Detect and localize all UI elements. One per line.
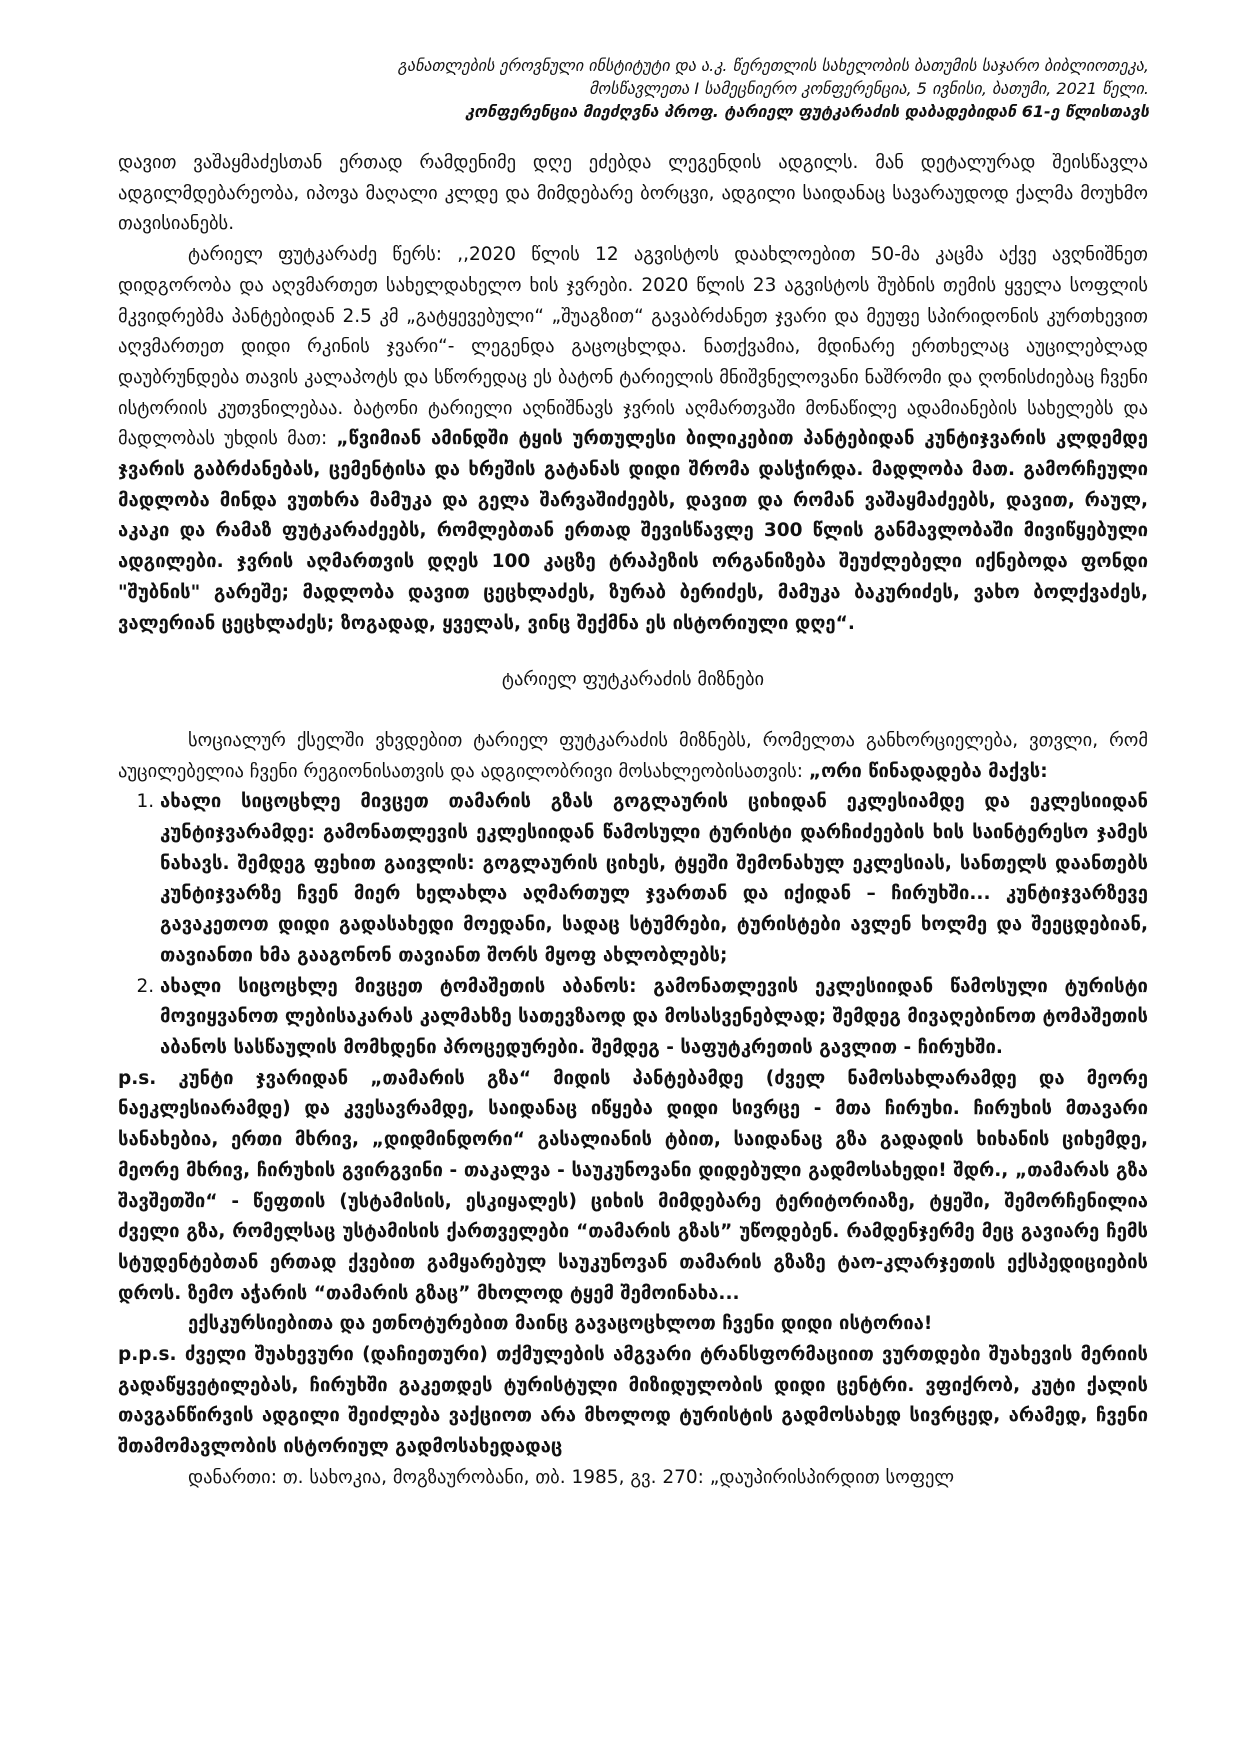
section-title-goals: ტარიელ ფუტკარაძის მიზნები: [501, 669, 765, 691]
proposal-item-tomasheti-bath: [160, 972, 1148, 1064]
header-line-institutions: განათლების ეროვნული ინსტიტუტი და ა.კ. წერეთლის სახელობის ბათუმის საჯარო ბიბლიოთეკა,: [397, 56, 1149, 75]
page-header: [149, 54, 1149, 123]
quote-bold-text: „წვიმიან ამინდში ტყის ურთულესი ბილიკებით პანტებიდან კუნტიჯვარის კლდემდე ჯვარის გაბრძანებას, ცემენტისა და ხრეშის გატანას დიდი შრომა დასჭირდა.: [118, 428, 1148, 481]
proposal-item-tamar-road: [160, 787, 1148, 971]
header-line-dedication: კონფერენცია მიეძღვნა პროფ. ტარიელ ფუტკარაძის დაბადებიდან 61-ე წლისთავს: [465, 102, 1149, 121]
header-line-conference: მოსწავლეთა I სამეცნიერო კონფერენცია, 5 ივნისი, ბათუმი, 2021 წელი.: [589, 79, 1149, 98]
document-body: [118, 148, 1148, 1494]
goals-intro-text: სოციალურ ქსელში ვხვდებით ტარიელ ფუტკარაძის მიზნებს, რომელთა განხორციელება, ვთვლი, რომ აუცილებელია ჩვენი რეგიონისათვის და ადგილობრივი მოსახლეობისათვის:: [118, 729, 1148, 782]
proposal-list: [118, 787, 1148, 1063]
proposal-item-text: ახალი სიცოცხლე მივცეთ თამარის გზას გოგლაურის ციხიდან ეკლესიამდე და ეკლესიიდან კუნტიჯვარამდე: გამონათლევის ეკლესიიდან წამოსული ტურისტი დარჩიძეების ხის საინტერესო ჯამეს ნახავს. შემდეგ ფეხით გაივლის: გოგლაურის ციხეს, ტყეში შემონახულ ეკლესიას, სანთელს დაანთებს კუნტიჯვარზე ჩვენ მიერ ხელახლა აღმართულ ჯვართან და იქიდან – ჩირუხში... კუნტიჯვარზევე გავაკეთოთ დიდი გადასახედი მოედანი, სადაც სტუმრები, ტურისტები ავლენ ხოლმე და შეეცდებიან, თავიანთი ხმა გააგონონ თავიანთ შორს მყოფ ახლობლებს;: [160, 791, 1148, 966]
paragraph-goals-intro: [118, 726, 1148, 787]
goals-intro-bold: „ორი წინადადება მაქვს:: [808, 760, 1048, 782]
quote-thanks-text: მადლობა მათ. გამორჩეული მადლობა მინდა ვუთხრა მამუკა და გელა შარვაშიძეებს, დავით და რომან ვაშაყმაძეებს, დავით, რაულ, აკაკი და რამაზ ფუტკარაძეებს, რომლებთან ერთად შევისწავლე 300 წლის განმავლობაში მივიწყებული ადგილები. ჯვრის აღმართვის დღეს 100 კაცზე ტრაპეზის ორგანიზება შეუძლებელი იქნებოდა ფონდი "შუბნის" გარეშე; მადლობა დავით ცეცხლაძეს, ზურაბ ბერიძეს, მამუკა ბაკურიძეს, ვახო ბოლქვაძეს, ვალერიან ცეცხლაძეს; ზოგადად, ყველას, ვინც შექმნა ეს ისტორიული დღე“.: [118, 459, 1148, 634]
postscript-paragraph: p.s. კუნტი ჯვარიდან „თამარის გზა“ მიდის პანტებამდე (ძველ ნამოსახლარამდე და მეორე ნაეკლესიარამდე) და კვესავრამდე, საიდანაც იწყება დიდი სივრცე - მთა ჩირუხი. ჩირუხის მთავარი სანახებია, ერთი მხრივ, „დიდმინდორი“ გასალიანის ტბით, საიდანაც გზა გადადის ხიხანის ციხემდე, მეორე მხრივ, ჩირუხის გვირგვინი - თაკალვა - საუკუნოვანი დიდებული გადმოსახედი! შდრ., „თამარას გზა შავშეთში“ - წეფთის (უსტამისის, ესკიყალეს) ციხის მიმდებარე ტერიტორიაზე, ტყეში, შემორჩენილია ძველი გზა, რომელსაც უსტამისის ქართველები “თამარის გზას” უწოდებენ. რამდენჯერმე მეც გავიარე ჩემს სტუდენტებთან ერთად ქვებით გამყარებულ საუკუნოვან თამარის გზაზე ტაო-კლარჯეთის ექსპედიციების დროს. ზემო აჭარის “თამარის გზაც” მხოლოდ ტყემ შემოინახა...: [118, 1067, 1148, 1304]
proposal-item-text: ახალი სიცოცხლე მივცეთ ტომაშეთის აბანოს: გამონათლევის ეკლესიიდან წამოსული ტურისტი მოვიყვანოთ ლებისაკარას კალმახზე სათევზაოდ და მოსასვენებლად; შემდეგ მივაღებინოთ ტომაშეთის აბანოს სასწაულის მომხდენი პროცედურები. შემდეგ - საფუტკრეთის გავლით - ჩირუხში.: [160, 975, 1148, 1058]
quote-intro-text: ტარიელ ფუტკარაძე წერს: ,,2020 წლის 12 აგვისტოს დაახლოებით 50-მა კაცმა აქვე ავღნიშნეთ დიდგორობა და აღვმართეთ სახელდახელო ხის ჯვრები. 2020 წლის 23 აგვისტოს შუბნის თემის ყველა სოფლის მკვიდრებმა პანტებიდან 2.5 კმ „გატყევებული“ „შუაგზით“ გავაბრძანეთ ჯვარი და მეუფე სპირიდონის კურთხევით აღვმართეთ დიდი რკინის ჯვარი“- ლეგენდა გაცოცხლდა. ნათქვამია, მდინარე ერთხელაც აუცილებლად დაუბრუნდება თავის კალაპოტს და სწორედაც ეს ბატონ ტარიელის მნიშვნელოვანი ნაშრომი და ღონისძიებაც ჩვენი ისტორიის კუთვნილებაა. ბატონი ტარიელი აღნიშნავს ჯვრის აღმართვაში მონაწილე ადამიანების სახელებს და მადლობას უხდის მათ:: [118, 244, 1148, 450]
paragraph-quote-putkaradze: [118, 240, 1148, 639]
excursion-paragraph: ექსკურსიებითა და ეთნოტურებით მაინც გავაცოცხლოთ ჩვენი დიდი ისტორია!: [188, 1313, 933, 1335]
post-postscript-paragraph: p.p.s. ძველი შუახევური (დაჩიეთური) თქმულების ამგვარი ტრანსფორმაციით ვურთდები შუახევის მერიის გადაწყვეტილებას, ჩირუხში გაკეთდეს ტურისტული მიზიდულობის დიდი ცენტრი. ვფიქრობ, კუტი ქალის თავგანწირვის ადგილი შეიძლება ვაქციოთ არა მხოლოდ ტურისტის გადმოსახედ სივრცედ, არამედ, ჩვენი შთამომავლობის ისტორიულ გადმოსახედადაც: [118, 1344, 1148, 1458]
appendix-paragraph: დანართი: თ. სახოკია, მოგზაურობანი, თბ. 1985, გვ. 270: „დაუპირისპირდით სოფელ: [188, 1466, 955, 1488]
paragraph-search-legend: დავით ვაშაყმაძესთან ერთად რამდენიმე დღე ეძებდა ლეგენდის ადგილს. მან დეტალურად შეისწავლა ადგილმდებარეობა, იპოვა მაღალი კლდე და მიმდებარე ბორცვი, ადგილი საიდანაც სავარაუდოდ ქალმა მოუხმო თავისიანებს.: [118, 152, 1148, 235]
